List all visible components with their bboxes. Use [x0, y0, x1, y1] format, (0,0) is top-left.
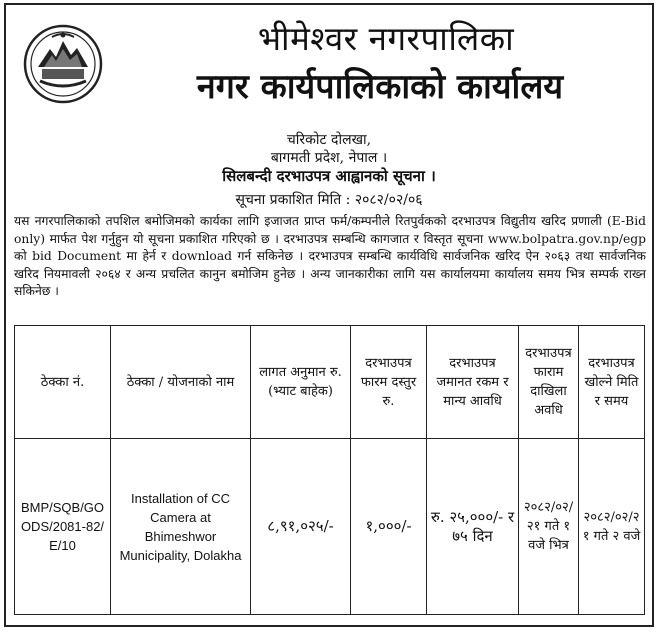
- bid-table: [14, 325, 645, 615]
- cell-project-name: Installation of CC Camera at Bhimeshwor Municipality, Dolakha: [111, 439, 251, 615]
- notice-page: [4, 3, 654, 627]
- cell-submission-period: २०८२/०२/२१ गते १ वजे भित्र: [519, 439, 579, 615]
- notice-heading: सिलबन्दी दरभाउपत्र आह्वानको सूचना ।: [222, 167, 436, 185]
- address-line-1: चरिकोट दोलखा,: [286, 132, 372, 148]
- cell-contract-no: BMP/SQB/GOODS/2081-82/E/10: [15, 439, 111, 615]
- notice-body-text: यस नगरपालिकाको तपशिल बमोजिमको कार्यका लागि इजाजत प्राप्त फर्म/कम्पनीले रितपुर्वकको दरभाउपत्र विद्युतीय खरिद प्रणाली (E-Bid only) मार्फत पेश गर्नुहुन यो सूचना प्रकाशित गरिएको छ । दरभाउपत्र सम्बन्धि कागजात र विस्तृत सूचना www.bolpatra.gov.np/egp को bid Document मा हेर्न र download गर्न सकिनेछ । दरभाउपत्र सम्बन्धि कार्यविधि सार्वजनिक खरिद ऐन २०६३ तथा सार्वजनिक खरिद नियमावली २०६४ र अन्य प्रचलित कानुन बमोजिम हुनेछ । अन्य जानकारीका लागि यस कार्यालयमा कार्यालय समय भित्र सम्पर्क राख्न सकिनेछ ।: [14, 214, 646, 299]
- cell-bid-security: रु. २५,०००/- र ७५ दिन: [427, 439, 519, 615]
- header-bid-security: दरभाउपत्र जमानत रकम र मान्य आवधि: [427, 326, 519, 439]
- cell-cost-estimate: ८,९१,०२५/-: [251, 439, 351, 615]
- table-header-row: [15, 326, 645, 439]
- address-block: [6, 131, 652, 185]
- nepal-emblem-logo: [22, 23, 104, 105]
- header-submission-period: दरभाउपत्र फाराम दाखिला अवधि: [519, 326, 579, 439]
- address-line-2: बागमती प्रदेश, नेपाल ।: [270, 150, 388, 166]
- header-cost-estimate: लागत अनुमान रु. (भ्याट बाहेक): [251, 326, 351, 439]
- header-project-name: ठेक्का / योजनाको नाम: [111, 326, 251, 439]
- header-opening-date: दरभाउपत्र खोल्ने मिति र समय: [579, 326, 645, 439]
- cell-form-fee: १,०००/-: [351, 439, 427, 615]
- municipality-title: भीमेश्वर नगरपालिका: [257, 19, 515, 58]
- header-form-fee: दरभाउपत्र फारम दस्तुर रु.: [351, 326, 427, 439]
- office-title: नगर कार्यपालिकाको कार्यालय: [196, 67, 564, 107]
- header: [6, 5, 652, 117]
- publication-date: सूचना प्रकाशित मिति : २०८२/०२/०६: [235, 192, 423, 208]
- header-contract-no: ठेक्का नं.: [15, 326, 111, 439]
- table-row: [15, 439, 645, 615]
- cell-opening-date: २०८२/०२/२१ गते २ वजे: [579, 439, 645, 615]
